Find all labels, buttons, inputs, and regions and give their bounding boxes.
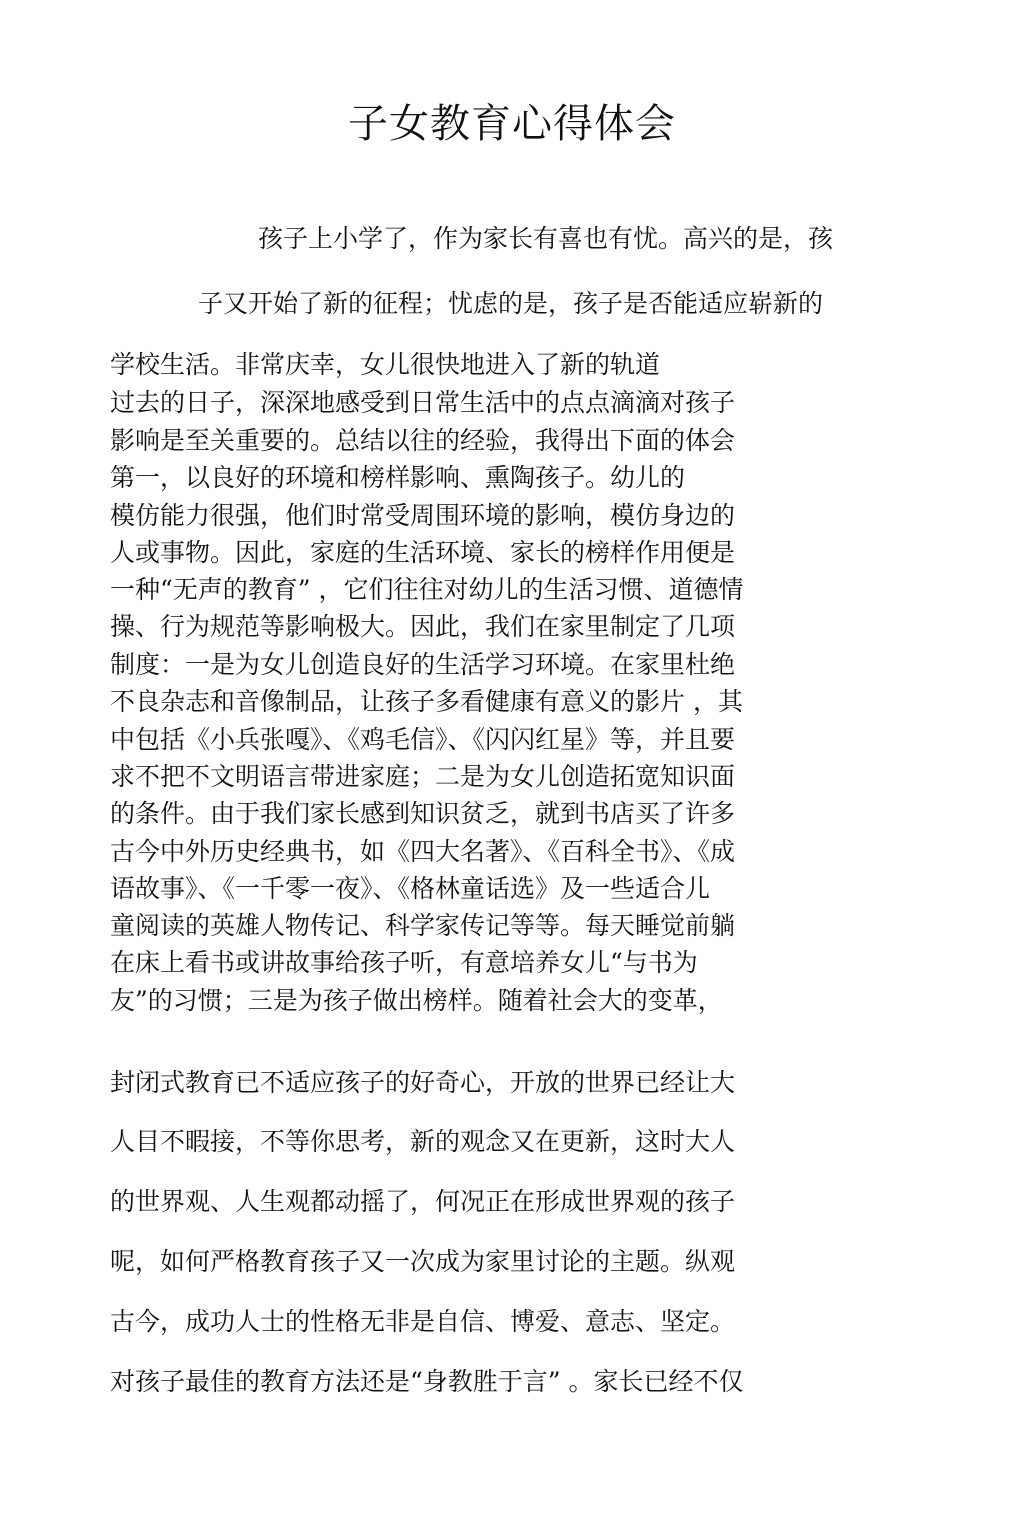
text-line: 不良杂志和音像制品，让孩子多看健康有意义的影片 ，其	[110, 687, 743, 716]
text-line: 制度：一是为女儿创造良好的生活学习环境。在家里杜绝	[110, 650, 736, 679]
text-line: 对孩子最佳的教育方法还是“身教胜于言” 。家长已经不仅	[110, 1367, 744, 1396]
text-line: 孩子上小学了，作为家长有喜也有忧。高兴的是，孩	[258, 224, 834, 253]
text-line: 的条件。由于我们家长感到知识贫乏，就到书店买了许多	[110, 799, 736, 828]
document-title: 子女教育心得体会	[348, 101, 676, 147]
text-line: 子又开始了新的征程；忧虑的是，孩子是否能适应崭新的	[198, 289, 824, 318]
text-line: 呢，如何严格教育孩子又一次成为家里讨论的主题。纵观	[110, 1247, 736, 1276]
text-line: 的世界观、人生观都动摇了，何况正在形成世界观的孩子	[110, 1187, 736, 1216]
text-line: 第一，以良好的环境和榜样影响、熏陶孩子。幼儿的	[110, 463, 686, 492]
text-line: 友”的习惯；三是为孩子做出榜样。随着社会大的变革，	[110, 986, 723, 1015]
text-line: 操、行为规范等影响极大。因此，我们在家里制定了几项	[110, 612, 736, 641]
text-line: 求不把不文明语言带进家庭；二是为女儿创造拓宽知识面	[110, 762, 736, 791]
text-line: 过去的日子，深深地感受到日常生活中的点点滴滴对孩子	[110, 388, 736, 417]
text-line: 影响是至关重要的。总结以往的经验，我得出下面的体会	[110, 426, 736, 455]
text-line: 中包括《小兵张嘎》、《鸡毛信》、《闪闪红星》等，并且要	[110, 725, 736, 754]
text-line: 封闭式教育已不适应孩子的好奇心，开放的世界已经让大	[110, 1068, 736, 1097]
text-line: 人或事物。因此，家庭的生活环境、家长的榜样作用便是	[110, 538, 736, 567]
text-line: 模仿能力很强，他们时常受周围环境的影响，模仿身边的	[110, 501, 736, 530]
text-line: 古今，成功人士的性格无非是自信、博爱、意志、坚定。	[110, 1307, 736, 1336]
text-line: 人目不暇接，不等你思考，新的观念又在更新，这时大人	[110, 1127, 736, 1156]
text-line: 语故事》、《一千零一夜》、《格林童话选》及一些适合儿	[110, 874, 711, 903]
text-line: 学校生活。非常庆幸，女儿很快地进入了新的轨道	[110, 350, 661, 379]
text-line: 一种“无声的教育” ，它们往往对幼儿的生活习惯、道德情	[110, 575, 744, 604]
text-line: 童阅读的英雄人物传记、科学家传记等等。每天睡觉前躺	[110, 911, 736, 940]
text-line: 在床上看书或讲故事给孩子听，有意培养女儿“与书为	[110, 948, 698, 977]
text-line: 古今中外历史经典书，如《四大名著》、《百科全书》、《成	[110, 837, 736, 866]
